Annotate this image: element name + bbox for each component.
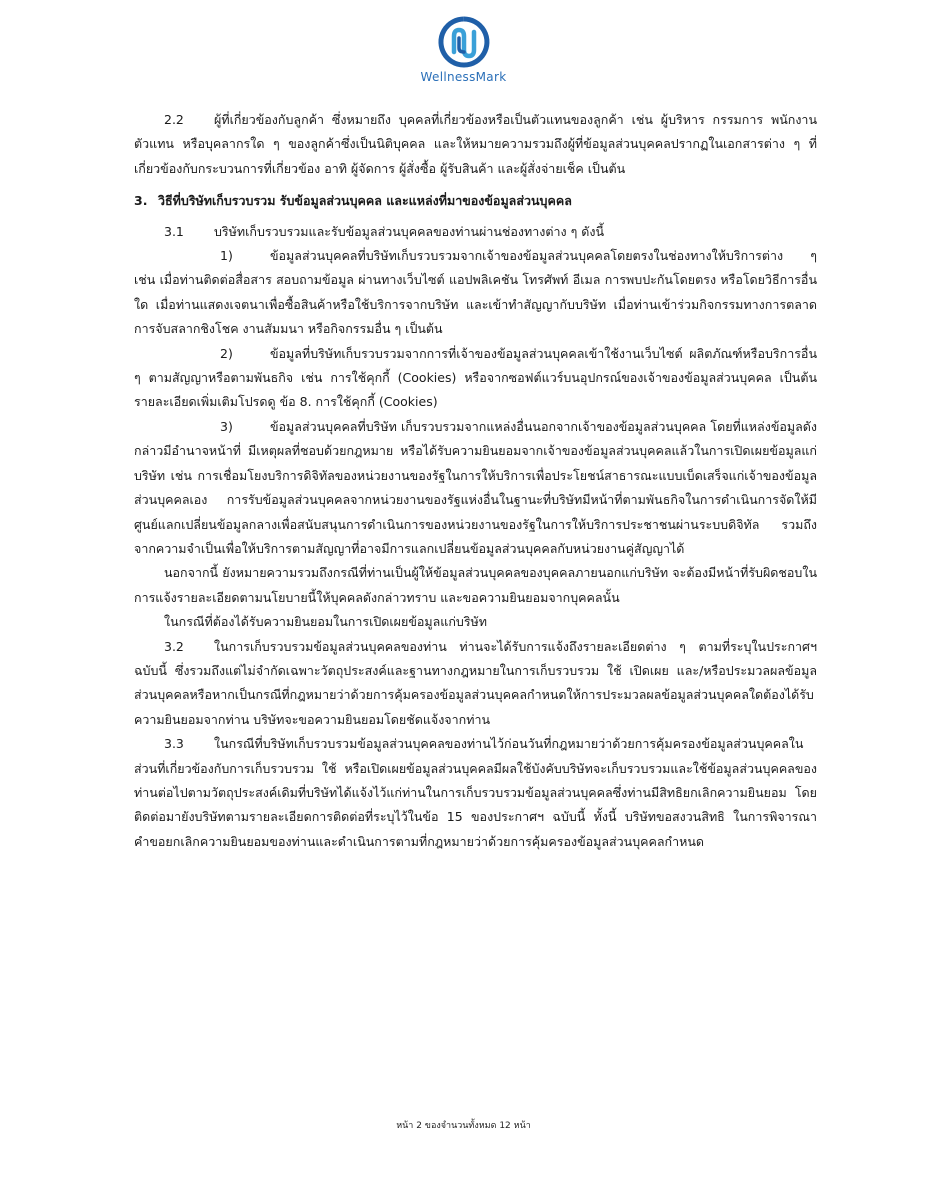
heading-number: 3.	[134, 193, 148, 209]
document-body	[134, 108, 817, 854]
item-number: 3)	[220, 418, 233, 434]
item-text: ข้อมูลส่วนบุคคลที่บริษัทเก็บรวบรวมจากเจ้าของข้อมูลส่วนบุคคลโดยตรงในช่องทางให้บริการต่าง ๆ เช่น เมื่อท่านติดต่อสื่อสาร สอบถามข้อมูล ผ่านทางเว็บไซต์ แอปพลิเคชัน โทรศัพท์ อีเมล การพบปะกันโดยตรง หรือโดยวิธีการอื่นใด เมื่อท่านแสดงเจตนาเพื่อซื้อสินค้าหรือใช้บริการจากบริษัท และเข้าทำสัญญากับบริษัท เมื่อท่านเข้าร่วมกิจกรรมทางการตลาด การจับสลากชิงโชค งานสัมมนา หรือกิจกรรมอื่น ๆ เป็นต้น	[134, 248, 817, 337]
list-item-3	[134, 415, 817, 561]
item-text: ข้อมูลที่บริษัทเก็บรวบรวมจากการที่เจ้าของข้อมูลส่วนบุคคลเข้าใช้งานเว็บไซต์ ผลิตภัณฑ์หรือบริการอื่น ๆ ตามสัญญาหรือตามพันธกิจ เช่น การใช้คุกกี้ (Cookies) หรือจากซอฟต์แวร์บนอุปกรณ์ของเจ้าของข้อมูลส่วนบุคคล เป็นต้น รายละเอียดเพิ่มเติมโปรดดู ข้อ 8. การใช้คุกกี้ (Cookies)	[134, 345, 817, 410]
logo-text: WellnessMark	[420, 70, 507, 84]
paragraph-3-2	[134, 635, 817, 733]
item-text: ข้อมูลส่วนบุคคลที่บริษัท เก็บรวบรวมจากแหล่งอื่นนอกจากเจ้าของข้อมูลส่วนบุคคล โดยที่แหล่งข้อมูลดังกล่าวมีอำนาจหน้าที่ มีเหตุผลที่ชอบด้วยกฎหมาย หรือได้รับความยินยอมจากเจ้าของข้อมูลส่วนบุคคลแล้วในการเปิดเผยข้อมูลแก่บริษัท เช่น การเชื่อมโยงบริการดิจิทัลของหน่วยงานของรัฐในการให้บริการเพื่อประโยชน์สาธารณะแบบเบ็ดเสร็จแก่เจ้าของข้อมูลส่วนบุคคลเอง การรับข้อมูลส่วนบุคคลจากหน่วยงานของรัฐแห่งอื่นในฐานะที่บริษัทมีหน้าที่ตามพันธกิจในการดำเนินการจัดให้มีศูนย์แลกเปลี่ยนข้อมูลกลางเพื่อสนับสนุนการดำเนินการของหน่วยงานของรัฐในการให้บริการประชาชนผ่านระบบดิจิทัล รวมถึงจากความจำเป็นเพื่อให้บริการตามสัญญาที่อาจมีการแลกเปลี่ยนข้อมูลส่วนบุคคลกับหน่วยงานคู่สัญญาได้	[134, 418, 817, 556]
item-number: 2)	[220, 345, 233, 361]
page-footer: หน้า 2 ของจำนวนทั้งหมด 12 หน้า	[396, 1121, 531, 1131]
paragraph-3-1	[134, 220, 817, 244]
paragraph-3-3	[134, 732, 817, 854]
wellnessmark-logo-icon	[438, 16, 490, 68]
section-number: 3.3	[164, 736, 184, 752]
section-number: 2.2	[164, 112, 184, 127]
paragraph-text: ในกรณีที่บริษัทเก็บรวบรวมข้อมูลส่วนบุคคลของท่านไว้ก่อนวันที่กฎหมายว่าด้วยการคุ้มครองข้อมูลส่วนบุคคลในส่วนที่เกี่ยวข้องกับการเก็บรวบรวม ใช้ หรือเปิดเผยข้อมูลส่วนบุคคลมีผลใช้บังคับบริษัทจะเก็บรวบรวมและใช้ข้อมูลส่วนบุคคลของท่านต่อไปตามวัตถุประสงค์เดิมที่บริษัทได้แจ้งไว้แก่ท่านในการเก็บรวบรวมข้อมูลส่วนบุคคลซึ่งท่านมีสิทธิยกเลิกความยินยอม โดยติดต่อมายังบริษัทตามรายละเอียดการติดต่อที่ระบุไว้ในข้อ 15 ของประกาศฯ ฉบับนี้ ทั้งนี้ บริษัทขอสงวนสิทธิ ในการพิจารณาคำขอยกเลิกความยินยอมของท่านและดำเนินการตามที่กฎหมายว่าด้วยการคุ้มครองข้อมูลส่วนบุคคลกำหนด	[134, 736, 817, 849]
list-item-2	[134, 342, 817, 415]
list-item-1	[134, 244, 817, 342]
paragraph-consent: ในกรณีที่ต้องได้รับความยินยอมในการเปิดเผยข้อมูลแก่บริษัท	[164, 614, 488, 630]
paragraph-text: บริษัทเก็บรวบรวมและรับข้อมูลส่วนบุคคลของท่านผ่านช่องทางต่าง ๆ ดังนี้	[214, 223, 605, 239]
page-header	[0, 16, 927, 84]
section-number: 3.1	[164, 223, 184, 239]
section-number: 3.2	[164, 638, 184, 654]
paragraph-besides: นอกจากนี้ ยังหมายความรวมถึงกรณีที่ท่านเป็นผู้ให้ข้อมูลส่วนบุคคลของบุคคลภายนอกแก่บริษัท จะต้องมีหน้าที่รับผิดชอบในการแจ้งรายละเอียดตามนโยบายนี้ให้บุคคลดังกล่าวทราบ และขอความยินยอมจากบุคคลนั้น	[134, 565, 817, 605]
paragraph-text: ในการเก็บรวบรวมข้อมูลส่วนบุคคลของท่าน ท่านจะได้รับการแจ้งถึงรายละเอียดต่าง ๆ ตามที่ระบุในประกาศฯ ฉบับนี้ ซึ่งรวมถึงแต่ไม่จำกัดเฉพาะวัตถุประสงค์และฐานทางกฎหมายในการเก็บรวบรวม ใช้ เปิดเผย และ/หรือประมวลผลข้อมูลส่วนบุคคลหรือหากเป็นกรณีที่กฎหมายว่าด้วยการคุ้มครองข้อมูลส่วนบุคคลกำหนดให้การประมวลผลข้อมูลส่วนบุคคลใดต้องได้รับความยินยอมจากท่าน บริษัทจะขอความยินยอมโดยชัดแจ้งจากท่าน	[134, 638, 817, 727]
paragraph-2-2	[134, 108, 817, 181]
heading-text: วิธีที่บริษัทเก็บรวบรวม รับข้อมูลส่วนบุคคล และแหล่งที่มาของข้อมูลส่วนบุคคล	[158, 193, 572, 209]
item-number: 1)	[220, 248, 233, 264]
section-3-heading	[134, 189, 817, 213]
paragraph-text: ผู้ที่เกี่ยวข้องกับลูกค้า ซึ่งหมายถึง บุคคลที่เกี่ยวข้องหรือเป็นตัวแทนของลูกค้า เช่น ผู้บริหาร กรรมการ พนักงาน ตัวแทน หรือบุคลากรใด ๆ ของลูกค้าซึ่งเป็นนิติบุคคล และให้หมายความรวมถึงผู้ที่ข้อมูลส่วนบุคคลปรากฏในเอกสารต่าง ๆ ที่เกี่ยวข้องกับกระบวนการที่เกี่ยวข้อง อาทิ ผู้จัดการ ผู้สั่งซื้อ ผู้รับสินค้า และผู้สั่งจ่ายเช็ค เป็นต้น	[134, 112, 817, 176]
